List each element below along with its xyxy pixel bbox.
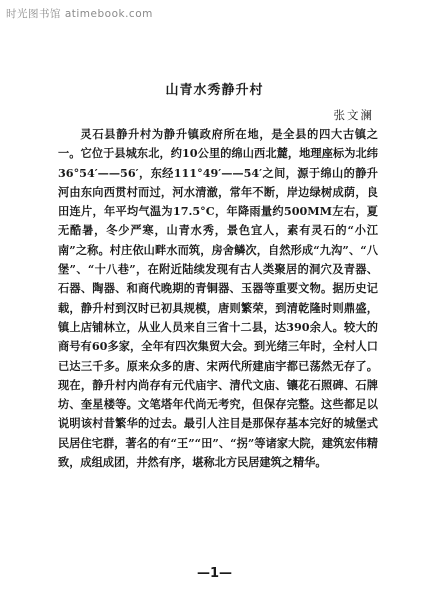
page-title: 山青水秀静升村 bbox=[165, 83, 264, 98]
page-number: —1— bbox=[196, 566, 233, 581]
watermark: 时光图书馆 atimebook.com bbox=[6, 8, 153, 20]
body-text bbox=[58, 125, 378, 472]
author-name: 张文澜 bbox=[333, 108, 374, 122]
body-paragraph: 灵石县静升村为静升镇政府所在地，是全县的四大古镇之一。它位于县城东北，约10公里的绵山西北麓，地理座标为北纬36°54′——56′，东经111°49′——54′之间，源于绵山的静升河由东向西贯村而过，河水清澈，常年不断，岸边绿树成荫，良田连片，年平均气温为17.5°C，年降雨量约500MM左右，夏无酷暑，冬少严寒，山青水秀，景色宜人，素有灵石的“小江南”之称。村庄依山畔水而筑，房舍鳞次，自然形成“九沟”、“八堡”、“十八巷”，在附近陆续发现有古人类聚居的洞穴及青器、石器、陶器、和商代晚期的青铜器、玉器等重要文物。据历史记载，静升村到汉时已初具规模，唐则繁荣，到清乾隆时则鼎盛，镇上店铺林立，从业人员来自三省十二县，达390余人。较大的商号有60多家，全年有四次集贸大会。到光绪三年时，全村人口已达三千多。原来众多的唐、宋两代所建庙宇都已荡然无存了。现在，静升村内尚存有元代庙宇、清代文庙、镶花石照碑、石牌坊、奎星楼等。文笔塔年代尚无考究，但保存完整。这些都足以说明该村昔繁华的过去。最引人注目是那保存基本完好的城堡式民居住宅群，著名的有“王”“田”、“拐”等诸家大院，建筑宏伟精致，成组成团，井然有序，堪称北方民居建筑之精华。 bbox=[58, 127, 378, 470]
